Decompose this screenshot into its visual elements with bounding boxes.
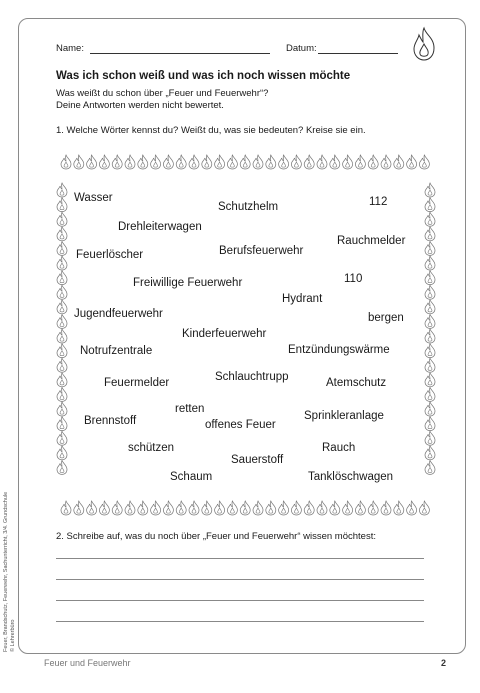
footer-title: Feuer und Feuerwehr xyxy=(44,658,131,668)
flame-icon xyxy=(425,344,435,358)
flame-icon xyxy=(57,460,67,474)
word-item[interactable]: 112 xyxy=(369,196,388,208)
word-item[interactable]: Rauch xyxy=(322,442,356,454)
word-item[interactable]: Feuermelder xyxy=(104,377,170,389)
flame-icon xyxy=(215,501,225,515)
flame-icon xyxy=(57,314,67,328)
flame-icon xyxy=(253,501,263,515)
flame-icon xyxy=(74,501,84,515)
flame-icon xyxy=(57,431,67,445)
flame-icon xyxy=(419,501,429,515)
flame-icon xyxy=(176,501,186,515)
flame-icon xyxy=(57,358,67,372)
flame-icon xyxy=(425,387,435,401)
flame-icon xyxy=(330,155,340,169)
intro-line-2: Deine Antworten werden nicht bewertet. xyxy=(56,100,224,111)
flame-icon xyxy=(304,155,314,169)
flame-icon xyxy=(355,501,365,515)
flame-icon xyxy=(291,155,301,169)
flame-icon xyxy=(61,501,71,515)
flame-icon xyxy=(330,501,340,515)
flame-icon xyxy=(425,314,435,328)
flame-icon xyxy=(240,501,250,515)
word-item[interactable]: 110 xyxy=(344,273,363,285)
flame-icon xyxy=(381,155,391,169)
flame-icon xyxy=(279,501,289,515)
flame-icon xyxy=(266,155,276,169)
flame-icon xyxy=(425,256,435,270)
task-2-text: 2. Schreibe auf, was du noch über „Feuer und Feuerwehr“ wissen möchtest: xyxy=(56,531,376,542)
flame-icon xyxy=(425,446,435,460)
flame-icon xyxy=(87,155,97,169)
flame-icon xyxy=(394,501,404,515)
word-item[interactable]: Feuerlöscher xyxy=(76,249,144,261)
flame-icon xyxy=(112,155,122,169)
flame-icon xyxy=(189,155,199,169)
answer-line[interactable] xyxy=(56,600,424,601)
flame-icon xyxy=(425,431,435,445)
page-title: Was ich schon weiß und was ich noch wissen möchte xyxy=(56,70,351,82)
date-label: Datum: xyxy=(286,43,317,54)
flame-icon xyxy=(425,417,435,431)
word-item[interactable]: retten xyxy=(175,403,205,415)
flame-icon xyxy=(227,501,237,515)
flame-icon xyxy=(138,501,148,515)
flame-icon xyxy=(125,501,135,515)
word-item[interactable]: Jugendfeuerwehr xyxy=(74,308,163,320)
word-item[interactable]: Wasser xyxy=(74,192,113,204)
flame-icon xyxy=(57,198,67,212)
word-item[interactable]: Schaum xyxy=(170,471,213,483)
answer-line[interactable] xyxy=(56,621,424,622)
flame-icon xyxy=(266,501,276,515)
flame-icon xyxy=(317,501,327,515)
flame-icon xyxy=(57,402,67,416)
flame-icon xyxy=(425,300,435,314)
flame-icon xyxy=(57,256,67,270)
flame-icon xyxy=(368,501,378,515)
word-item[interactable]: Notrufzentrale xyxy=(80,345,153,357)
flame-icon xyxy=(425,241,435,255)
flame-icon xyxy=(368,155,378,169)
flame-icon xyxy=(425,271,435,285)
flame-icon xyxy=(151,155,161,169)
word-item[interactable]: schützen xyxy=(128,442,175,454)
flame-icon xyxy=(61,155,71,169)
word-item[interactable]: Entzündungswärme xyxy=(288,344,390,356)
flame-icon xyxy=(57,344,67,358)
task-1-text: 1. Welche Wörter kennst du? Weißt du, was sie bedeuten? Kreise sie ein. xyxy=(56,125,366,136)
word-item[interactable]: Kinderfeuerwehr xyxy=(182,328,267,340)
flame-icon xyxy=(57,300,67,314)
intro-line-1: Was weißt du schon über „Feuer und Feuerwehr“? xyxy=(56,88,269,99)
flame-icon xyxy=(57,285,67,299)
flame-icon xyxy=(425,329,435,343)
flame-icon xyxy=(57,227,67,241)
flame-icon xyxy=(343,155,353,169)
flame-icon xyxy=(407,501,417,515)
flame-icon xyxy=(425,402,435,416)
name-label: Name: xyxy=(56,43,84,54)
flame-icon xyxy=(57,212,67,226)
word-item[interactable]: Schutzhelm xyxy=(218,201,279,213)
flame-icon xyxy=(163,501,173,515)
flame-icon xyxy=(57,417,67,431)
answer-line[interactable] xyxy=(56,579,424,580)
flame-icon xyxy=(227,155,237,169)
flame-icon xyxy=(240,155,250,169)
flame-icon xyxy=(394,155,404,169)
flame-icon xyxy=(57,373,67,387)
flame-icon xyxy=(304,501,314,515)
side-credit-line-1: Feuer, Brandschutz, Feuerwehr, Sachunterricht, 3/4. Grundschule xyxy=(3,491,9,652)
flame-icon xyxy=(343,501,353,515)
flame-icon xyxy=(57,271,67,285)
flame-icon xyxy=(112,501,122,515)
flame-icon xyxy=(99,155,109,169)
side-credit xyxy=(3,492,17,652)
word-item[interactable]: offenes Feuer xyxy=(205,419,276,431)
flame-icon xyxy=(74,155,84,169)
side-credit-line-2: © Lehrerbüro xyxy=(10,619,16,652)
flame-icon xyxy=(202,155,212,169)
flame-icon xyxy=(381,501,391,515)
word-item[interactable]: Atemschutz xyxy=(326,377,387,389)
flame-icon xyxy=(138,155,148,169)
word-item[interactable]: Sprinkleranlage xyxy=(304,410,384,422)
flame-icon xyxy=(202,501,212,515)
flame-icon xyxy=(279,155,289,169)
word-item[interactable]: Hydrant xyxy=(282,293,323,305)
flame-icon xyxy=(425,460,435,474)
answer-line[interactable] xyxy=(56,558,424,559)
flame-icon xyxy=(355,155,365,169)
flame-icon xyxy=(57,329,67,343)
flame-icon xyxy=(151,501,161,515)
flame-icon xyxy=(253,155,263,169)
flame-icon xyxy=(215,155,225,169)
flame-icon xyxy=(317,155,327,169)
flame-icon xyxy=(163,155,173,169)
word-item[interactable]: bergen xyxy=(368,312,404,324)
flame-icon xyxy=(425,183,435,197)
flame-icon xyxy=(57,241,67,255)
flame-icon xyxy=(57,446,67,460)
flame-icon xyxy=(291,501,301,515)
flame-icon xyxy=(407,155,417,169)
word-item[interactable]: Freiwillige Feuerwehr xyxy=(133,277,243,289)
flame-icon xyxy=(425,227,435,241)
word-item[interactable]: Rauchmelder xyxy=(337,235,406,247)
flame-icon xyxy=(176,155,186,169)
word-item[interactable]: Drehleiterwagen xyxy=(118,221,202,233)
word-item[interactable]: Sauerstoff xyxy=(231,454,284,466)
word-item[interactable]: Brennstoff xyxy=(84,415,137,427)
flame-icon xyxy=(425,373,435,387)
word-item[interactable]: Tanklöschwagen xyxy=(308,471,394,483)
word-item[interactable]: Berufsfeuerwehr xyxy=(219,245,304,257)
flame-icon xyxy=(425,212,435,226)
word-item[interactable]: Schlauchtrupp xyxy=(215,371,289,383)
flame-icon xyxy=(125,155,135,169)
flame-icon xyxy=(425,358,435,372)
flame-icon xyxy=(425,198,435,212)
page-number: 2 xyxy=(440,658,446,668)
flame-icon xyxy=(99,501,109,515)
flame-icon xyxy=(189,501,199,515)
flame-icon xyxy=(425,285,435,299)
flame-icon xyxy=(87,501,97,515)
flame-icon xyxy=(419,155,429,169)
flame-icon xyxy=(57,387,67,401)
flame-icon xyxy=(57,183,67,197)
